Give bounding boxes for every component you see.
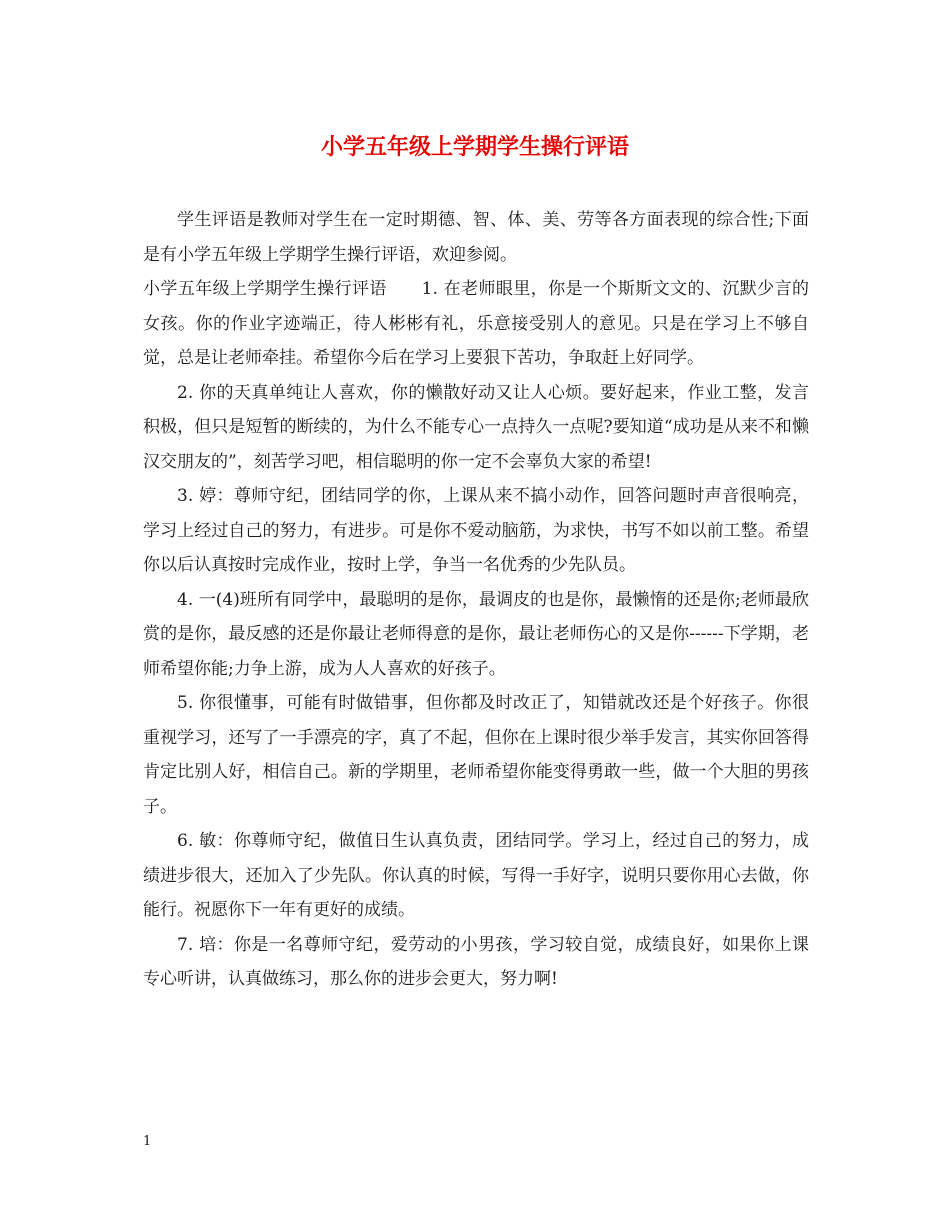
comment-paragraph-2: 2. 你的天真单纯让人喜欢，你的懒散好动又让人心烦。要好起来，作业工整，发言积极，但只是短暂的断续的，为什么不能专心一点持久一点呢?要知道“成功是从来不和懒汉交朋友的”，刻苦学习吧，相信聪明的你一定不会辜负大家的希望!	[143, 382, 809, 472]
comment-paragraph-5: 5. 你很懂事，可能有时做错事，但你都及时改正了，知错就改还是个好孩子。你很重视学习，还写了一手漂亮的字，真了不起，但你在上课时很少举手发言，其实你回答得肯定比别人好，相信自己。新的学期里，老师希望你能变得勇敢一些，做一个大胆的男孩子。	[143, 693, 809, 817]
document-title: 小学五年级上学期学生操行评语	[320, 134, 629, 160]
comment-paragraph-6: 6. 敏：你尊师守纪，做值日生认真负责，团结同学。学习上，经过自己的努力，成绩进步很大，还加入了少先队。你认真的时候，写得一手好字，说明只要你用心去做，你能行。祝愿你下一年有更好的成绩。	[143, 831, 809, 920]
page-number: 1	[143, 1134, 152, 1149]
comment-paragraph-7: 7. 培：你是一名尊师守纪，爱劳动的小男孩，学习较自觉，成绩良好，如果你上课专心听讲，认真做练习，那么你的进步会更大，努力啊!	[143, 934, 809, 989]
comment-paragraph-4: 4. 一(4)班所有同学中，最聪明的是你，最调皮的也是你，最懒惰的还是你;老师最欣赏的是你，最反感的还是你最让老师得意的是你，最让老师伤心的又是你------下学期，老师希望你能;力争上游，成为人人喜欢的好孩子。	[143, 589, 809, 679]
comment-paragraph-1: 小学五年级上学期学生操行评语 1. 在老师眼里，你是一个斯斯文文的、沉默少言的女孩。你的作业字迹端正，待人彬彬有礼，乐意接受别人的意见。只是在学习上不够自觉，总是让老师牵挂。希望你今后在学习上要狠下苦功，争取赶上好同学。	[143, 279, 809, 368]
intro-paragraph: 学生评语是教师对学生在一定时期德、智、体、美、劳等各方面表现的综合性;下面是有小学五年级上学期学生操行评语，欢迎参阅。	[143, 210, 809, 265]
document-body	[143, 203, 809, 997]
comment-paragraph-3: 3. 婷：尊师守纪，团结同学的你，上课从来不搞小动作，回答问题时声音很响亮，学习上经过自己的努力，有进步。可是你不爱动脑筋，为求快，书写不如以前工整。希望你以后认真按时完成作业，按时上学，争当一名优秀的少先队员。	[143, 486, 809, 575]
